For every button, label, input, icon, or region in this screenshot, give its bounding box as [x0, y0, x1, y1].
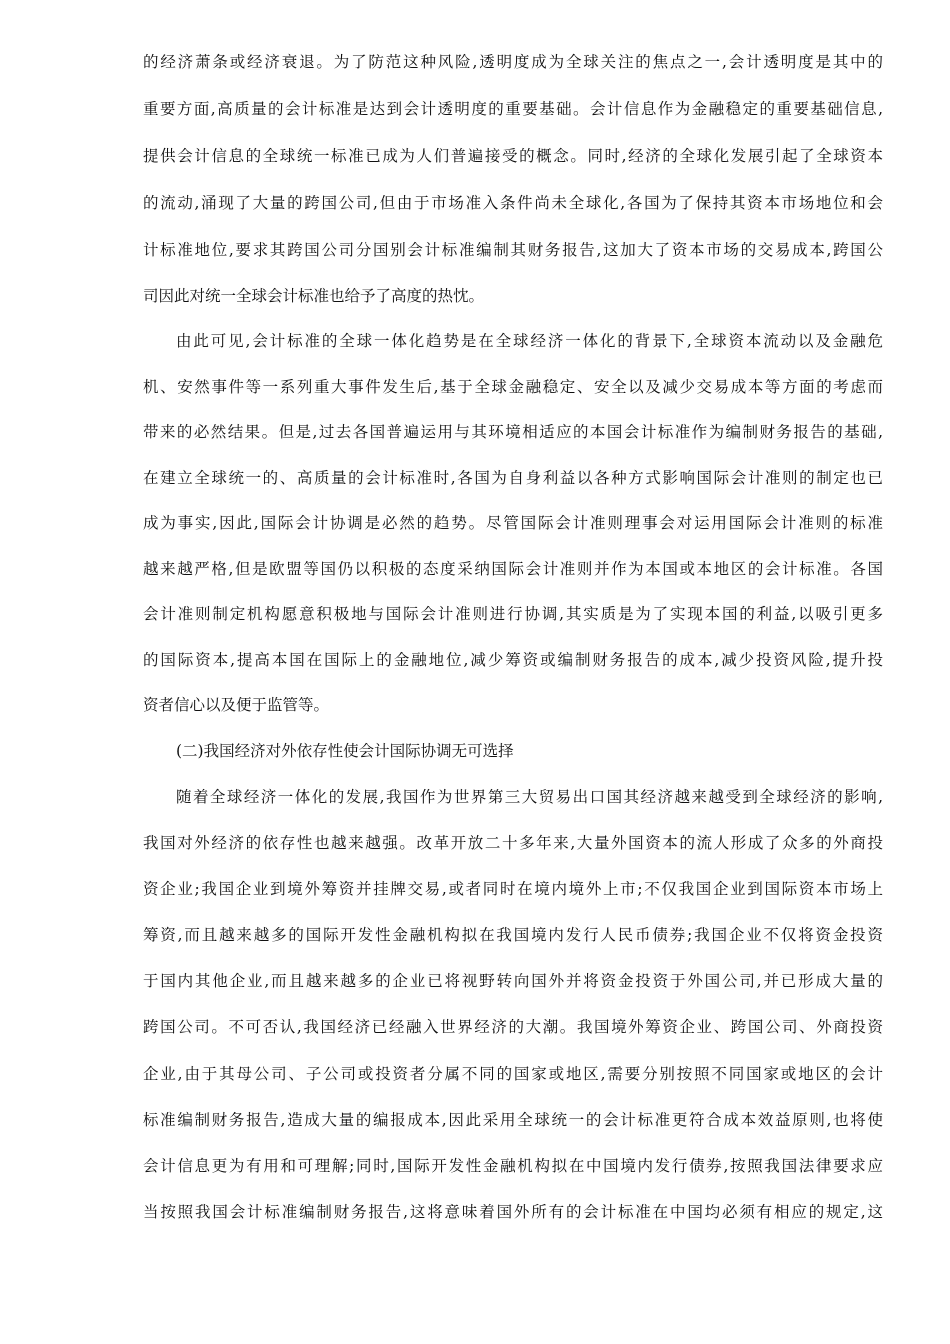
- text-line: 的经济萧条或经济衰退。为了防范这种风险,透明度成为全球关注的焦点之一,会计透明度是其中的: [143, 53, 883, 71]
- text-line: 计标准地位,要求其跨国公司分国别会计标准编制其财务报告,这加大了资本市场的交易成本,跨国公: [143, 241, 883, 259]
- text-line: 的流动,涌现了大量的跨国公司,但由于市场准入条件尚未全球化,各国为了保持其资本市场地位和会: [143, 194, 883, 212]
- text-line: 司因此对统一全球会计标准也给予了高度的热忱。: [143, 287, 485, 305]
- text-line: 资企业;我国企业到境外筹资并挂牌交易,或者同时在境内境外上市;不仅我国企业到国际资本市场上: [143, 880, 883, 898]
- text-line: 由此可见,会计标准的全球一体化趋势是在全球经济一体化的背景下,全球资本流动以及金融危: [176, 332, 883, 350]
- text-line: 会计准则制定机构愿意积极地与国际会计准则进行协调,其实质是为了实现本国的利益,以吸引更多: [143, 605, 883, 623]
- text-line: 提供会计信息的全球统一标准已成为人们普遍接受的概念。同时,经济的全球化发展引起了全球资本: [143, 147, 883, 165]
- text-line: 随着全球经济一体化的发展,我国作为世界第三大贸易出口国其经济越来越受到全球经济的影响,: [176, 788, 883, 806]
- text-line: 带来的必然结果。但是,过去各国普遍运用与其环境相适应的本国会计标准作为编制财务报告的基础,: [143, 423, 883, 441]
- text-line: 在建立全球统一的、高质量的会计标准时,各国为自身利益以各种方式影响国际会计准则的制定也已: [143, 469, 883, 487]
- text-line: 会计信息更为有用和可理解;同时,国际开发性金融机构拟在中国境内发行债券,按照我国法律要求应: [143, 1157, 883, 1175]
- section-heading: (二)我国经济对外依存性使会计国际协调无可选择: [176, 742, 514, 760]
- text-line: 我国对外经济的依存性也越来越强。改革开放二十多年来,大量外国资本的流人形成了众多的外商投: [143, 834, 883, 852]
- text-line: 于国内其他企业,而且越来越多的企业已将视野转向国外并将资金投资于外国公司,并已形成大量的: [143, 972, 883, 990]
- text-line: 企业,由于其母公司、子公司或投资者分属不同的国家或地区,需要分别按照不同国家或地区的会计: [143, 1065, 883, 1083]
- text-line: 成为事实,因此,国际会计协调是必然的趋势。尽管国际会计准则理事会对运用国际会计准则的标准: [143, 514, 883, 532]
- text-line: 标准编制财务报告,造成大量的编报成本,因此采用全球统一的会计标准更符合成本效益原则,也将使: [143, 1111, 883, 1129]
- text-line: 资者信心以及便于监管等。: [143, 696, 330, 714]
- text-line: 重要方面,高质量的会计标准是达到会计透明度的重要基础。会计信息作为金融稳定的重要基础信息,: [143, 100, 883, 118]
- text-line: 的国际资本,提高本国在国际上的金融地位,减少筹资或编制财务报告的成本,减少投资风险,提升投: [143, 651, 883, 669]
- text-line: 跨国公司。不可否认,我国经济已经融入世界经济的大潮。我国境外筹资企业、跨国公司、外商投资: [143, 1018, 883, 1036]
- text-line: 筹资,而且越来越多的国际开发性金融机构拟在我国境内发行人民币债券;我国企业不仅将资金投资: [143, 926, 883, 944]
- text-line: 当按照我国会计标准编制财务报告,这将意味着国外所有的会计标准在中国均必须有相应的规定,这: [143, 1203, 883, 1221]
- text-line: 越来越严格,但是欧盟等国仍以积极的态度采纳国际会计准则并作为本国或本地区的会计标准。各国: [143, 560, 883, 578]
- text-line: 机、安然事件等一系列重大事件发生后,基于全球金融稳定、安全以及减少交易成本等方面的考虑而: [143, 378, 883, 396]
